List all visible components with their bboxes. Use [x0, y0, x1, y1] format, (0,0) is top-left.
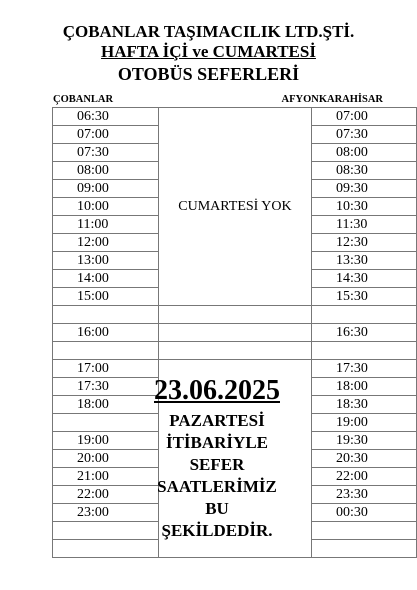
departure-afyonkarahisar: 08:00 [311, 144, 416, 162]
table-row [53, 342, 417, 360]
departure-afyonkarahisar: 07:30 [311, 126, 416, 144]
departure-cobanlar: 06:30 [53, 108, 159, 126]
departure-cobanlar: 13:00 [53, 252, 159, 270]
departure-cobanlar [53, 342, 159, 360]
departure-afyonkarahisar: 10:30 [311, 198, 416, 216]
notice-line: PAZARTESİ [169, 411, 265, 430]
departure-cobanlar: 21:00 [53, 468, 159, 486]
departure-afyonkarahisar: 20:30 [311, 450, 416, 468]
departure-cobanlar: 08:00 [53, 162, 159, 180]
middle-cell [158, 324, 311, 342]
departure-cobanlar: 16:00 [53, 324, 159, 342]
departure-afyonkarahisar [311, 306, 416, 324]
departure-cobanlar: 09:00 [53, 180, 159, 198]
company-name: ÇOBANLAR TAŞIMACILIK LTD.ŞTİ. [62, 22, 355, 41]
departure-cobanlar: 19:00 [53, 432, 159, 450]
column-header-left: ÇOBANLAR [53, 94, 114, 105]
departure-cobanlar [53, 540, 159, 558]
departure-afyonkarahisar [311, 342, 416, 360]
departure-afyonkarahisar: 15:30 [311, 288, 416, 306]
departure-cobanlar: 18:00 [53, 396, 159, 414]
notice-block [138, 374, 296, 542]
departure-cobanlar: 22:00 [53, 486, 159, 504]
departure-afyonkarahisar: 16:30 [311, 324, 416, 342]
departure-cobanlar: 17:00 [53, 360, 159, 378]
departure-afyonkarahisar: 17:30 [311, 360, 416, 378]
middle-cell [158, 342, 311, 360]
departure-afyonkarahisar: 18:00 [311, 378, 416, 396]
departure-cobanlar [53, 306, 159, 324]
departure-cobanlar: 20:00 [53, 450, 159, 468]
middle-cell [158, 306, 311, 324]
table-row [53, 306, 417, 324]
departure-afyonkarahisar: 00:30 [311, 504, 416, 522]
departure-afyonkarahisar [311, 522, 416, 540]
departure-cobanlar: 17:30 [53, 378, 159, 396]
departure-cobanlar: 07:30 [53, 144, 159, 162]
departure-cobanlar: 14:00 [53, 270, 159, 288]
departure-cobanlar: 23:00 [53, 504, 159, 522]
departure-cobanlar: 11:00 [53, 216, 159, 234]
notice-line: İTİBARİYLE [165, 433, 269, 452]
table-row [53, 324, 417, 342]
departure-afyonkarahisar: 18:30 [311, 396, 416, 414]
departure-afyonkarahisar: 09:30 [311, 180, 416, 198]
departure-afyonkarahisar: 23:30 [311, 486, 416, 504]
departure-afyonkarahisar: 11:30 [311, 216, 416, 234]
departure-cobanlar: 12:00 [53, 234, 159, 252]
departure-afyonkarahisar: 13:30 [311, 252, 416, 270]
departure-cobanlar: 15:00 [53, 288, 159, 306]
notice-line: SAATLERİMİZ [157, 477, 277, 496]
departure-afyonkarahisar [311, 540, 416, 558]
schedule-days: HAFTA İÇİ ve CUMARTESİ [101, 42, 316, 61]
departure-afyonkarahisar: 22:00 [311, 468, 416, 486]
departure-afyonkarahisar: 07:00 [311, 108, 416, 126]
table-row [53, 108, 417, 126]
departure-afyonkarahisar: 14:30 [311, 270, 416, 288]
notice-line: ŞEKİLDEDİR. [161, 521, 273, 540]
departure-cobanlar: 07:00 [53, 126, 159, 144]
departure-afyonkarahisar: 08:30 [311, 162, 416, 180]
saturday-note: CUMARTESİ YOK [158, 108, 311, 306]
schedule-title: OTOBÜS SEFERLERİ [117, 64, 300, 84]
notice-date: 23.06.2025 [154, 375, 280, 406]
departure-cobanlar: 10:00 [53, 198, 159, 216]
notice-line: SEFER [189, 455, 245, 474]
departure-afyonkarahisar: 19:00 [311, 414, 416, 432]
notice-line: BU [205, 499, 229, 518]
departure-afyonkarahisar: 12:30 [311, 234, 416, 252]
column-header-right: AFYONKARAHİSAR [281, 94, 383, 105]
departure-afyonkarahisar: 19:30 [311, 432, 416, 450]
